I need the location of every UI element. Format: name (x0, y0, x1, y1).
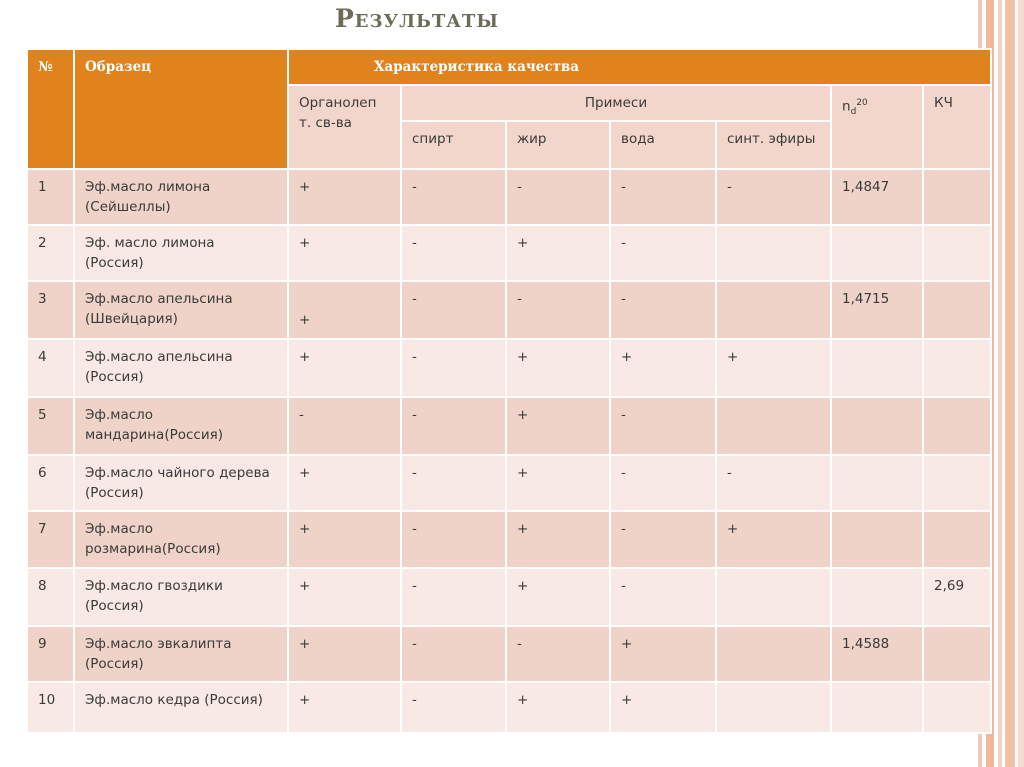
table-row (27, 626, 991, 682)
row-esters: + (716, 511, 831, 568)
row-number: 7 (27, 511, 74, 568)
row-esters (716, 225, 831, 281)
row-number: 3 (27, 281, 74, 339)
row-alcohol: - (401, 455, 506, 511)
row-esters (716, 626, 831, 682)
row-water: + (610, 682, 716, 733)
row-sample: Эф.масло лимона (Сейшеллы) (74, 169, 288, 225)
row-sample: Эф. масло лимона (Россия) (74, 225, 288, 281)
row-fat: + (506, 339, 610, 397)
row-number: 8 (27, 568, 74, 626)
row-organoleptic: + (288, 455, 401, 511)
row-kch (923, 339, 991, 397)
row-kch (923, 455, 991, 511)
header-impurities: Примеси (401, 85, 831, 121)
row-water: + (610, 626, 716, 682)
row-water: - (610, 568, 716, 626)
row-number: 6 (27, 455, 74, 511)
row-kch (923, 281, 991, 339)
row-sample: Эф.масло эвкалипта (Россия) (74, 626, 288, 682)
row-nd (831, 225, 923, 281)
row-nd (831, 397, 923, 455)
row-nd (831, 568, 923, 626)
header-quality: Характеристика качества (288, 49, 991, 85)
header-esters: синт. эфиры (716, 121, 831, 169)
row-kch: 2,69 (923, 568, 991, 626)
row-organoleptic: + (288, 682, 401, 733)
row-number: 4 (27, 339, 74, 397)
row-fat: - (506, 626, 610, 682)
row-esters (716, 682, 831, 733)
row-nd (831, 682, 923, 733)
row-water: - (610, 169, 716, 225)
header-nd: $n_d^{20}$ (831, 85, 923, 169)
row-kch (923, 511, 991, 568)
row-nd (831, 511, 923, 568)
row-number: 5 (27, 397, 74, 455)
table-row (27, 511, 991, 568)
row-sample: Эф.масло розмарина(Россия) (74, 511, 288, 568)
table-row (27, 397, 991, 455)
header-fat: жир (506, 121, 610, 169)
row-fat: + (506, 568, 610, 626)
row-nd (831, 455, 923, 511)
row-kch (923, 626, 991, 682)
row-fat: + (506, 455, 610, 511)
row-sample: Эф.масло кедра (Россия) (74, 682, 288, 733)
row-fat: + (506, 225, 610, 281)
row-fat: - (506, 169, 610, 225)
row-sample: Эф.масло чайного дерева (Россия) (74, 455, 288, 511)
row-organoleptic: - (288, 397, 401, 455)
row-number: 10 (27, 682, 74, 733)
row-nd: 1,4588 (831, 626, 923, 682)
row-organoleptic: + (288, 225, 401, 281)
row-organoleptic: + (288, 339, 401, 397)
row-number: 1 (27, 169, 74, 225)
row-organoleptic: + (288, 626, 401, 682)
row-number: 2 (27, 225, 74, 281)
row-alcohol: - (401, 682, 506, 733)
row-nd: 1,4715 (831, 281, 923, 339)
results-table (26, 48, 992, 734)
row-nd: 1,4847 (831, 169, 923, 225)
row-sample: Эф.масло гвоздики (Россия) (74, 568, 288, 626)
row-sample: Эф.масло апельсина (Россия) (74, 339, 288, 397)
table-row (27, 682, 991, 733)
row-water: - (610, 511, 716, 568)
row-esters (716, 568, 831, 626)
table-row (27, 169, 991, 225)
row-alcohol: - (401, 281, 506, 339)
row-fat: + (506, 397, 610, 455)
row-alcohol: - (401, 225, 506, 281)
row-alcohol: - (401, 339, 506, 397)
row-fat: + (506, 682, 610, 733)
row-kch (923, 397, 991, 455)
row-organoleptic: + (288, 568, 401, 626)
row-alcohol: - (401, 568, 506, 626)
header-sample: Образец (74, 49, 288, 169)
row-water: - (610, 281, 716, 339)
row-organoleptic: + (288, 511, 401, 568)
page-title: Результаты (335, 4, 499, 33)
table-row (27, 339, 991, 397)
row-sample: Эф.масло апельсина (Швейцария) (74, 281, 288, 339)
row-kch (923, 225, 991, 281)
row-organoleptic: + (288, 169, 401, 225)
row-kch (923, 169, 991, 225)
row-organoleptic: + (288, 281, 401, 339)
header-water: вода (610, 121, 716, 169)
header-organoleptic: Органолеп т. св-ва (288, 85, 401, 169)
row-water: - (610, 225, 716, 281)
row-esters: - (716, 169, 831, 225)
row-number: 9 (27, 626, 74, 682)
table-row (27, 568, 991, 626)
row-nd (831, 339, 923, 397)
row-water: + (610, 339, 716, 397)
table-row (27, 225, 991, 281)
row-fat: + (506, 511, 610, 568)
table-row (27, 281, 991, 339)
row-alcohol: - (401, 397, 506, 455)
table-row (27, 455, 991, 511)
header-kch: КЧ (923, 85, 991, 169)
header-alcohol: спирт (401, 121, 506, 169)
row-sample: Эф.масло мандарина(Россия) (74, 397, 288, 455)
row-alcohol: - (401, 169, 506, 225)
row-esters: - (716, 455, 831, 511)
row-alcohol: - (401, 626, 506, 682)
header-number: № (27, 49, 74, 169)
row-fat: - (506, 281, 610, 339)
row-esters: + (716, 339, 831, 397)
row-water: - (610, 455, 716, 511)
row-alcohol: - (401, 511, 506, 568)
row-water: - (610, 397, 716, 455)
row-esters (716, 397, 831, 455)
row-kch (923, 682, 991, 733)
row-esters (716, 281, 831, 339)
